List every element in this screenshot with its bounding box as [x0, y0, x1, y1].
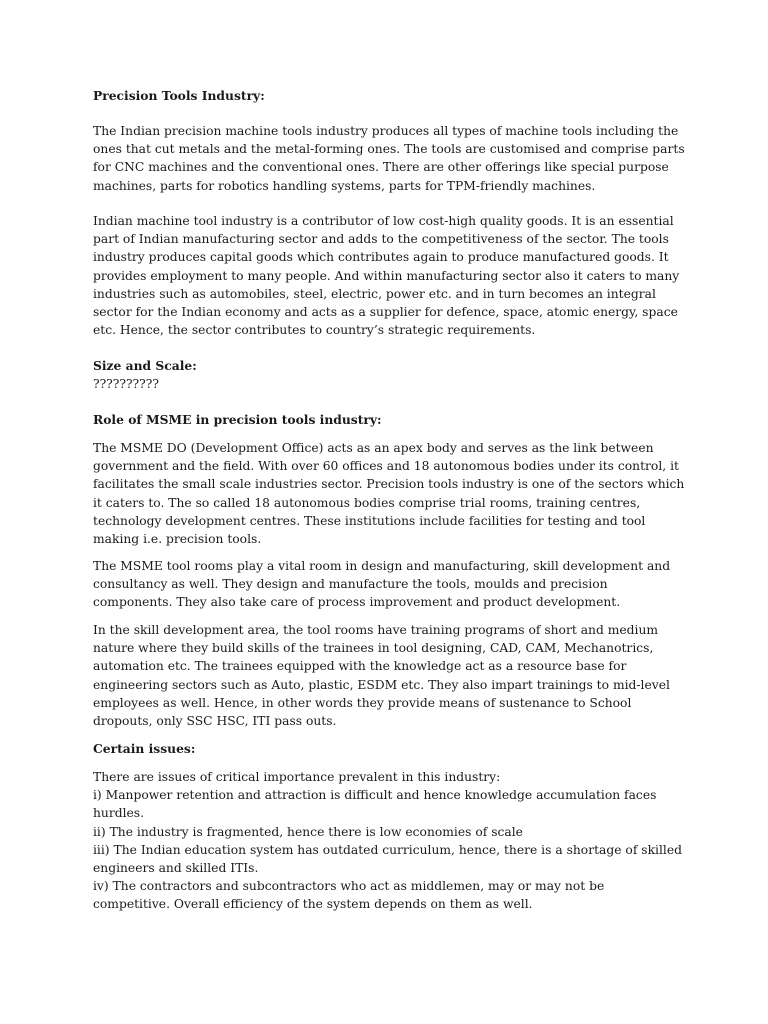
paragraph-skill-development	[93, 621, 693, 730]
size-scale-placeholder: ??????????	[93, 377, 159, 391]
issue-item: engineers and skilled ITIs.	[93, 861, 259, 876]
paragraph-line: technology development centres. These institutions include facilities for testing and tool	[93, 513, 646, 528]
paragraph-line: components. They also take care of process improvement and product development.	[93, 595, 621, 610]
paragraph-line: engineering sectors such as Auto, plastic, ESDM etc. They also impart trainings to mid-level	[93, 677, 670, 692]
heading-precision-tools: Precision Tools Industry:	[93, 88, 265, 103]
paragraph-line: provides employment to many people. And within manufacturing sector also it caters to many	[93, 268, 680, 283]
paragraph-line: The MSME DO (Development Office) acts as an apex body and serves as the link between	[93, 441, 654, 455]
issue-item: competitive. Overall efficiency of the system depends on them as well.	[93, 897, 533, 912]
issues-intro: There are issues of critical importance prevalent in this industry:	[93, 770, 501, 784]
paragraph-line: dropouts, only SSC HSC, ITI pass outs.	[93, 714, 337, 729]
paragraph-line: making i.e. precision tools.	[93, 532, 262, 547]
paragraph-tool-rooms	[93, 557, 693, 612]
heading-size-scale: Size and Scale:	[93, 358, 197, 373]
paragraph-line: for CNC machines and the conventional ones. There are other offerings like special purpose	[93, 160, 669, 175]
paragraph-msme-do	[93, 439, 693, 548]
paragraph-line: machines, parts for robotics handling systems, parts for TPM-friendly machines.	[93, 178, 596, 193]
paragraph-line: nature where they build skills of the trainees in tool designing, CAD, CAM, Mechanotrics,	[93, 641, 654, 656]
issue-item: iii) The Indian education system has outdated curriculum, hence, there is a shortage of skilled	[93, 842, 682, 857]
issues-list	[93, 768, 693, 914]
paragraph-line: part of Indian manufacturing sector and adds to the competitiveness of the sector. The tools	[93, 232, 669, 247]
paragraph-line: government and the field. With over 60 offices and 18 autonomous bodies under its control, it	[93, 459, 679, 474]
issue-item: hurdles.	[93, 806, 145, 821]
paragraph-overview	[93, 122, 693, 195]
paragraph-line: etc. Hence, the sector contributes to country’s strategic requirements.	[93, 323, 536, 338]
paragraph-contribution	[93, 212, 693, 339]
paragraph-line: employees as well. Hence, in other words they provide means of sustenance to School	[93, 695, 632, 710]
paragraph-line: facilitates the small scale industries sector. Precision tools industry is one of the sectors which	[93, 477, 685, 492]
paragraph-line: Indian machine tool industry is a contributor of low cost-high quality goods. It is an essential	[93, 214, 674, 228]
paragraph-line: The Indian precision machine tools industry produces all types of machine tools including the	[93, 124, 679, 138]
paragraph-line: In the skill development area, the tool rooms have training programs of short and medium	[93, 623, 659, 637]
paragraph-line: it caters to. The so called 18 autonomous bodies comprise trial rooms, training centres,	[93, 495, 641, 510]
paragraph-line: The MSME tool rooms play a vital room in design and manufacturing, skill development and	[93, 559, 671, 573]
issue-item: ii) The industry is fragmented, hence there is low economies of scale	[93, 824, 523, 839]
paragraph-line: consultancy as well. They design and manufacture the tools, moulds and precision	[93, 577, 608, 592]
paragraph-line: ones that cut metals and the metal-forming ones. The tools are customised and comprise parts	[93, 142, 685, 157]
heading-certain-issues: Certain issues:	[93, 741, 196, 756]
paragraph-line: automation etc. The trainees equipped with the knowledge act as a resource base for	[93, 659, 627, 674]
issue-item: i) Manpower retention and attraction is difficult and hence knowledge accumulation faces	[93, 788, 657, 803]
paragraph-line: industry produces capital goods which contributes again to produce manufactured goods. It	[93, 250, 669, 265]
paragraph-line: industries such as automobiles, steel, electric, power etc. and in turn becomes an integral	[93, 286, 656, 301]
issue-item: iv) The contractors and subcontractors who act as middlemen, may or may not be	[93, 879, 605, 894]
paragraph-line: sector for the Indian economy and acts as a supplier for defence, space, atomic energy, space	[93, 305, 678, 320]
heading-role-msme: Role of MSME in precision tools industry:	[93, 412, 382, 427]
